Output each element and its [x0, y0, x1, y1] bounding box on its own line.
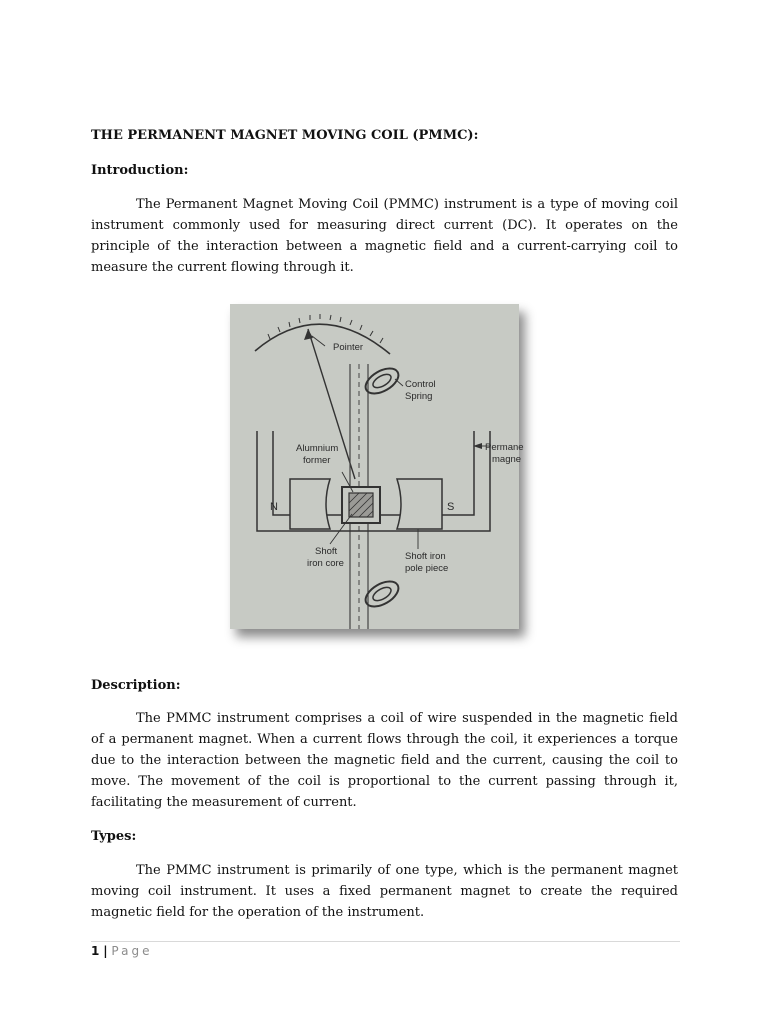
label-aluminium-2: former: [303, 455, 331, 466]
document-title: THE PERMANENT MAGNET MOVING COIL (PMMC):: [91, 128, 479, 143]
pmmc-diagram-svg: [230, 304, 524, 629]
page-label: Page: [111, 944, 153, 958]
description-paragraph: The PMMC instrument comprises a coil of wire suspended in the magnetic field of a permanent magnet. When a current flows through the coil, it experiences a torque due to the interaction between the magnetic field and the current, causing the coil to move. The movement of the coil is proportional to the current passing through it, facilitating the measurement of current.: [91, 711, 678, 810]
types-paragraph: The PMMC instrument is primarily of one type, which is the permanent magnet moving coil instrument. It uses a fixed permanent magnet to create the required magnetic field for the operation of the instrument.: [91, 863, 678, 920]
pole-piece-north: [290, 479, 330, 529]
label-soft-core-1: Shoft: [315, 546, 338, 557]
label-permanent-1: Permane: [485, 442, 524, 453]
label-pole-piece-1: Shoft iron: [405, 551, 446, 562]
pmmc-diagram: [230, 304, 524, 629]
types-heading: Types:: [91, 829, 137, 844]
label-aluminium-1: Alumnium: [296, 443, 339, 454]
page-number: 1: [91, 944, 100, 958]
footer-divider: [91, 941, 680, 942]
scale-ticks: [268, 314, 383, 343]
soft-iron-core: [349, 493, 373, 517]
label-control-spring-1: Control: [405, 379, 436, 390]
pole-piece-south: [397, 479, 442, 529]
scale-arc: [255, 324, 390, 354]
footer-separator: |: [103, 944, 108, 958]
label-pointer: Pointer: [333, 342, 364, 353]
label-soft-core-2: iron core: [307, 558, 344, 569]
label-control-spring-2: Spring: [405, 391, 433, 402]
description-heading: Description:: [91, 678, 181, 693]
introduction-heading: Introduction:: [91, 163, 189, 178]
label-south: S: [447, 501, 455, 513]
label-pole-piece-2: pole piece: [405, 563, 449, 574]
label-north: N: [270, 501, 278, 513]
page-footer: [91, 944, 152, 958]
introduction-paragraph: The Permanent Magnet Moving Coil (PMMC) instrument is a type of moving coil instrument commonly used for measuring direct current (DC). It operates on the principle of the interaction between a magnetic field and a current-carrying coil to measure the current flowing through it.: [91, 197, 678, 275]
label-permanent-2: magne: [492, 454, 522, 465]
